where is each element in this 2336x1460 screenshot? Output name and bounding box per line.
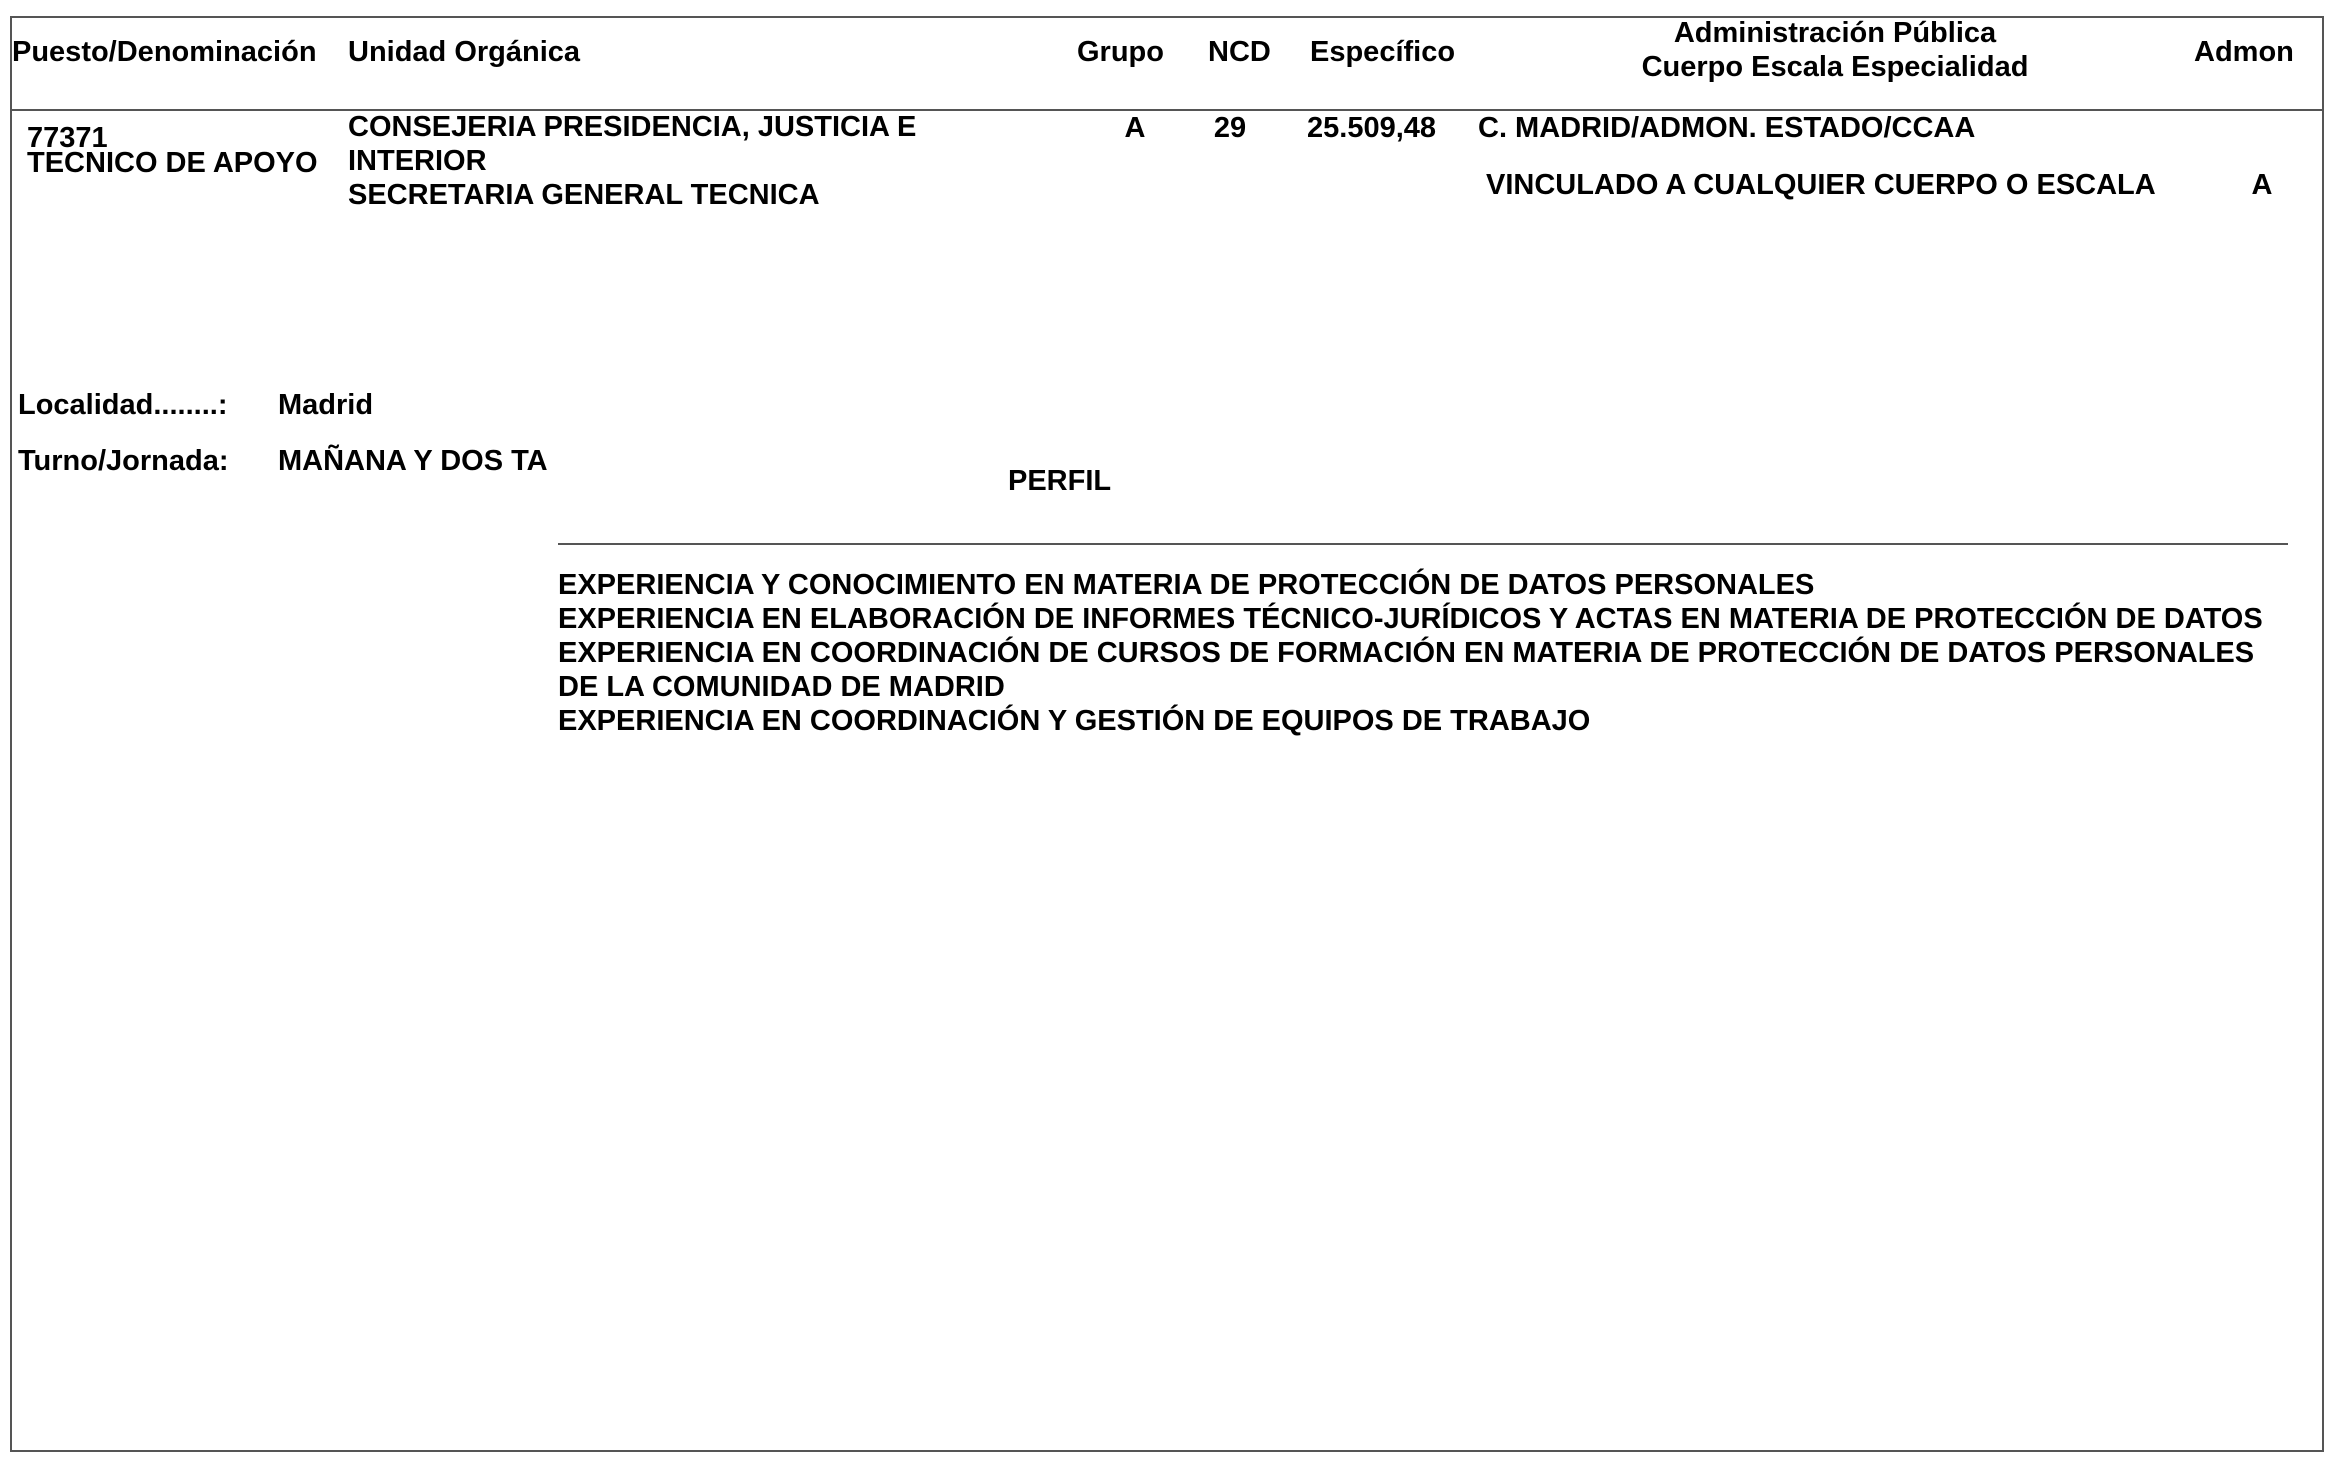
localidad-label: Localidad........: [18,389,228,421]
header-admon: Admon [2194,36,2294,68]
header-administracion-publica: Administración Pública [1673,17,1997,49]
cuerpo-value: VINCULADO A CUALQUIER CUERPO O ESCALA [1486,169,2156,201]
puesto-code: 77371 [27,122,108,154]
perfil-line: EXPERIENCIA EN COORDINACIÓN Y GESTIÓN DE EQUIPOS DE TRABAJO [558,705,1591,737]
header-especifico: Específico [1310,36,1456,68]
admon-value: A [2251,169,2273,201]
header-ncd: NCD [1208,36,1271,68]
unidad-line: CONSEJERIA PRESIDENCIA, JUSTICIA E [348,111,917,143]
perfil-line: DE LA COMUNIDAD DE MADRID [558,671,1005,703]
turno-value: MAÑANA Y DOS TA [278,445,548,477]
turno-label: Turno/Jornada: [18,445,229,477]
perfil-title: PERFIL [1008,465,1112,497]
header-unidad: Unidad Orgánica [348,36,581,68]
header-grupo: Grupo [1077,36,1164,68]
grupo-value: A [1124,112,1146,144]
puesto-denominacion: TECNICO DE APOYO [27,147,318,179]
header-puesto: Puesto/Denominación [12,36,317,68]
unidad-line: SECRETARIA GENERAL TECNICA [348,179,820,211]
especifico-value: 25.509,48 [1307,112,1437,144]
localidad-value: Madrid [278,389,374,421]
unidad-organica [348,110,916,212]
perfil-line: EXPERIENCIA EN ELABORACIÓN DE INFORMES TÉCNICO-JURÍDICOS Y ACTAS EN MATERIA DE PROTECCIÓN DE DATOS [558,603,2263,635]
unidad-line: INTERIOR [348,145,487,177]
perfil-divider [558,543,2288,545]
perfil-requirements [558,568,2263,738]
administracion-value: C. MADRID/ADMON. ESTADO/CCAA [1478,112,1976,144]
header-cuerpo-escala-especialidad: Cuerpo Escala Especialidad [1641,51,2029,83]
ncd-value: 29 [1213,112,1247,144]
perfil-line: EXPERIENCIA Y CONOCIMIENTO EN MATERIA DE PROTECCIÓN DE DATOS PERSONALES [558,569,1815,601]
perfil-line: EXPERIENCIA EN COORDINACIÓN DE CURSOS DE FORMACIÓN EN MATERIA DE PROTECCIÓN DE DATOS PERSONALES [558,637,2255,669]
